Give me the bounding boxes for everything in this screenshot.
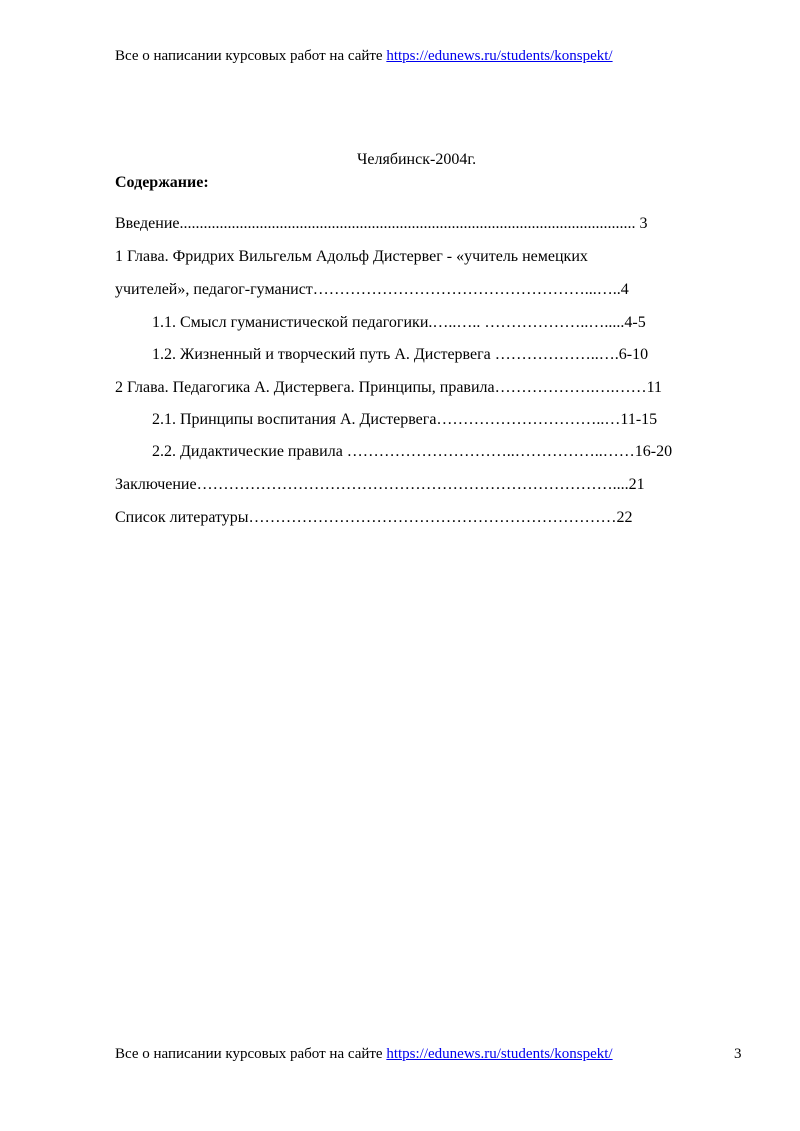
header-text: Все о написании курсовых работ на сайте [115,48,387,64]
footer-text: Все о написании курсовых работ на сайте [115,1046,387,1062]
page-footer [115,1046,613,1063]
city-year: Челябинск-2004г. [357,151,477,168]
toc-conclusion: Заключение……………………………………………………………………....21 [115,476,645,493]
toc-section-2-1: 2.1. Принципы воспитания А. Дистервега…………………………..…11-15 [152,411,658,428]
toc-bibliography: Список литературы……………………………………………………………22 [115,509,633,526]
toc-chapter2: 2 Глава. Педагогика А. Дистервега. Принципы, правила……………….….……11 [115,379,663,396]
toc-section-1-1: 1.1. Смысл гуманистической педагогики.…..….. ………………..….....4-5 [152,314,646,331]
toc-section-2-2: 2.2. Дидактические правила …………………………..……………..……16-20 [152,443,673,460]
toc-introduction: Введение.................................................................................................................. 3 [115,215,648,232]
toc-chapter1-line2: учителей», педагог-гуманист……………………………………………...…..4 [115,281,629,298]
page-header [115,48,613,65]
header-link[interactable]: https://edunews.ru/students/konspekt/ [386,48,613,64]
toc-chapter1-line1: 1 Глава. Фридрих Вильгельм Адольф Дистервег - «учитель немецких [115,248,588,265]
footer-link[interactable]: https://edunews.ru/students/konspekt/ [386,1046,613,1062]
toc-section-1-2: 1.2. Жизненный и творческий путь А. Дистервега ………………..….6-10 [152,346,649,363]
contents-heading: Содержание: [115,174,209,191]
page-number: 3 [734,1046,742,1062]
